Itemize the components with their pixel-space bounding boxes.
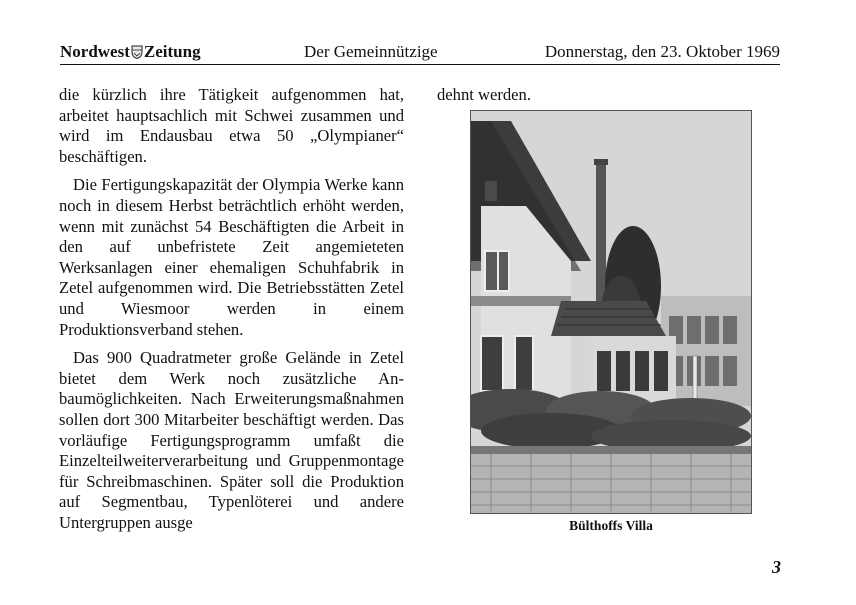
masthead-part1: Nordwest	[60, 42, 130, 61]
article-paragraph-2: Die Fertigungskapazität der Olympia Werke kann noch in diesem Herbst beträchtlich erhöht werden, wenn mit zunächst 54 Beschäftigten die Arbeit in den auf unbefristete Zeit angemieteten Werksanlagen einer ehemaligen Schuhfabrik in Zetel aufgenommen wird. Die Betriebsstätten Zetel und Wiesmoor werden in einem Produktionsverband stehen.	[59, 175, 404, 339]
article-continuation: dehnt werden.	[437, 85, 531, 104]
article-paragraph-1: die kürzlich ihre Tätigkeit aufgenommen hat, arbeitet hauptsachlich mit Schwei zusammen und wird im Endausbau etwa 50 „Olympianer“ beschäftigen.	[59, 85, 404, 166]
issue-date: Donnerstag, den 23. Oktober 1969	[544, 42, 780, 61]
photo-caption: Bülthoffs Villa	[569, 518, 653, 533]
section-title: Der Gemeinnützige	[304, 42, 438, 61]
villa-photo	[470, 110, 752, 514]
article-paragraph-3: Das 900 Quadratmeter große Gelände in Zetel bietet dem Werk noch zusätzliche Anbaumöglichkeiten. Nach Erweiterungsmaßnahmen sollen dort 300 Mitarbeiter beschäftigt werden. Das vorläufige Fertigungsprogramm umfaßt die Einzelteilweiterverarbeitung und Gruppenmontage für Schreibmaschinen. Später soll die Produktion auf Segmentbau, Typenlöterei und andere Untergruppen ausge	[59, 348, 404, 532]
article-column-left	[59, 85, 404, 541]
masthead-part2: Zeitung	[143, 42, 201, 61]
coat-of-arms-icon	[131, 45, 143, 59]
villa-illustration	[471, 111, 751, 513]
newspaper-header	[60, 40, 780, 65]
page-number: 3	[772, 557, 781, 577]
masthead	[60, 42, 201, 62]
